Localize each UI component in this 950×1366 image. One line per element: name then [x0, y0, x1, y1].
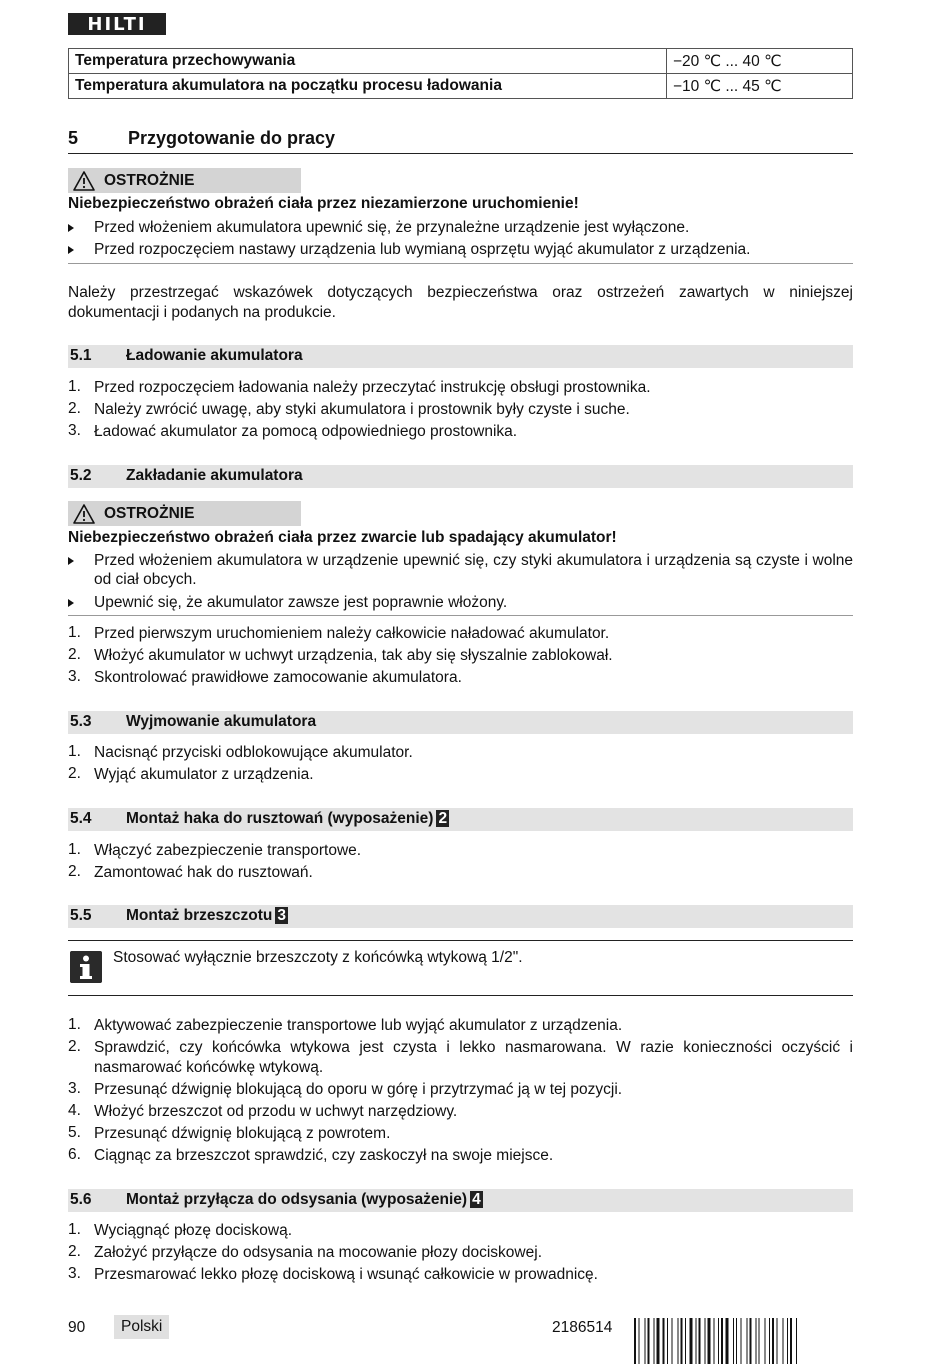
- step-text: Przed pierwszym uruchomieniem należy całkowicie naładować akumulator.: [94, 625, 610, 642]
- step-number: 2.: [68, 400, 81, 417]
- chapter-number: 5: [68, 128, 79, 148]
- table-row: [69, 49, 853, 74]
- step-text: Włączyć zabezpieczenie transportowe.: [94, 842, 362, 859]
- bullet-text: Przed włożeniem akumulatora upewnić się, że przynależne urządzenie jest wyłączone.: [94, 219, 690, 236]
- list-item: [68, 1146, 853, 1166]
- section-title: Montaż haka do rusztowań (wyposażenie): [126, 810, 434, 827]
- section-heading-5-3: [68, 711, 853, 734]
- section-title-wrap: [126, 1191, 483, 1209]
- step-text: Ciągnąc za brzeszczot sprawdzić, czy zaskoczył na swoje miejsce.: [94, 1147, 554, 1164]
- step-number: 2.: [68, 765, 81, 782]
- divider: [68, 615, 853, 616]
- warning-heading: Niebezpieczeństwo obrażeń ciała przez niezamierzone uruchomienie!: [68, 195, 579, 212]
- spec-label: Temperatura akumulatora na początku procesu ładowania: [69, 74, 667, 99]
- step-text: Aktywować zabezpieczenie transportowe lub wyjąć akumulator z urządzenia.: [94, 1017, 623, 1034]
- bullet-text: Upewnić się, że akumulator zawsze jest poprawnie włożony.: [94, 594, 508, 611]
- list-item: [68, 624, 853, 644]
- list-item: [68, 1102, 853, 1122]
- figure-reference: 4: [472, 1191, 481, 1208]
- page-number: 90: [68, 1319, 86, 1336]
- list-item: [68, 1265, 853, 1285]
- step-number: 1.: [68, 624, 81, 641]
- list-item: [68, 240, 853, 260]
- bullet-text: Przed włożeniem akumulatora w urządzenie upewnić się, czy styki akumulatora i urządzenia są czyste i wolne od ciał obcych.: [94, 552, 853, 588]
- info-icon: [70, 951, 102, 983]
- step-number: 1.: [68, 743, 81, 760]
- section-title: Wyjmowanie akumulatora: [126, 713, 317, 730]
- info-box: [68, 940, 853, 996]
- step-text: Wyciągnąć płozę dociskową.: [94, 1222, 293, 1239]
- warning-triangle-icon: [72, 170, 96, 192]
- section-title-wrap: [126, 810, 449, 828]
- step-text: Skontrolować prawidłowe zamocowanie akumulatora.: [94, 669, 462, 686]
- section-title: Ładowanie akumulatora: [126, 347, 303, 364]
- spec-label: Temperatura przechowywania: [69, 49, 667, 74]
- step-text: Nacisnąć przyciski odblokowujące akumulator.: [94, 744, 413, 761]
- step-number: 6.: [68, 1146, 81, 1163]
- chapter-title: Przygotowanie do pracy: [128, 128, 336, 148]
- list-item: [68, 218, 853, 238]
- step-number: 2.: [68, 1243, 81, 1260]
- list-item: [68, 1124, 853, 1144]
- step-text: Należy zwrócić uwagę, aby styki akumulatora i prostownik były czyste i suche.: [94, 401, 630, 418]
- info-text: Stosować wyłącznie brzeszczoty z końcówką wtykową 1/2".: [113, 949, 523, 966]
- figure-reference: 2: [438, 810, 448, 827]
- section-title: Montaż przyłącza do odsysania (wyposażenie): [126, 1191, 468, 1208]
- step-text: Wyjąć akumulator z urządzenia.: [94, 766, 314, 783]
- list-item: [68, 1038, 853, 1078]
- caution-label: [68, 501, 301, 526]
- step-number: 1.: [68, 1221, 81, 1238]
- warning-triangle-icon: [72, 503, 96, 525]
- spec-value: −20 ℃ ... 40 ℃: [667, 49, 853, 74]
- intro-paragraph: Należy przestrzegać wskazówek dotyczących bezpieczeństwa oraz ostrzeżeń zawartych w niniejszej dokumentacji i podanych na produkcie.: [68, 284, 853, 321]
- step-number: 1.: [68, 841, 81, 858]
- step-text: Przed rozpoczęciem ładowania należy przeczytać instrukcję obsługi prostownika.: [94, 379, 651, 396]
- list-item: [68, 646, 853, 666]
- list-item: [68, 841, 853, 861]
- section-number: 5.4: [70, 810, 92, 827]
- section-number: 5.3: [70, 713, 92, 730]
- step-number: 2.: [68, 1038, 81, 1055]
- step-text: Przesunąć dźwignię blokującą z powrotem.: [94, 1125, 391, 1142]
- section-heading-5-4: [68, 808, 853, 831]
- section-heading-5-2: [68, 465, 853, 488]
- step-number: 2.: [68, 863, 81, 880]
- barcode-icon: [634, 1318, 852, 1364]
- list-item: [68, 1016, 853, 1036]
- step-text: Zamontować hak do rusztowań.: [94, 864, 313, 881]
- section-number: 5.5: [70, 907, 92, 924]
- list-item: [68, 422, 853, 442]
- step-text: Włożyć brzeszczot od przodu w uchwyt narzędziowy.: [94, 1103, 458, 1120]
- step-number: 3.: [68, 668, 81, 685]
- figure-reference: 3: [277, 907, 287, 924]
- step-text: Włożyć akumulator w uchwyt urządzenia, tak aby się słyszalnie zablokował.: [94, 647, 613, 664]
- section-number: 5.6: [70, 1191, 92, 1208]
- triangle-bullet-icon: [68, 224, 74, 232]
- section-heading-5-1: [68, 345, 853, 368]
- step-number: 3.: [68, 1080, 81, 1097]
- list-item: [68, 400, 853, 420]
- spec-table: [68, 48, 853, 99]
- step-number: 3.: [68, 1265, 81, 1282]
- spec-value: −10 ℃ ... 45 ℃: [667, 74, 853, 99]
- section-heading-5-6: [68, 1189, 853, 1212]
- list-item: [68, 863, 853, 883]
- table-row: [69, 74, 853, 99]
- list-item: [68, 1243, 853, 1263]
- list-item: [68, 1080, 853, 1100]
- section-title: Zakładanie akumulatora: [126, 467, 303, 484]
- hilti-logo: HILTI: [68, 13, 166, 35]
- step-number: 4.: [68, 1102, 81, 1119]
- caution-label: [68, 168, 301, 193]
- section-number: 5.1: [70, 347, 92, 364]
- list-item: [68, 551, 853, 591]
- language-label: Polski: [114, 1315, 169, 1339]
- list-item: [68, 593, 853, 613]
- list-item: [68, 668, 853, 688]
- bullet-text: Przed rozpoczęciem nastawy urządzenia lub wymianą osprzętu wyjąć akumulator z urządzenia.: [94, 241, 751, 258]
- triangle-bullet-icon: [68, 246, 74, 254]
- caution-text: OSTROŻNIE: [104, 171, 195, 189]
- step-text: Ładować akumulator za pomocą odpowiedniego prostownika.: [94, 423, 518, 440]
- step-number: 5.: [68, 1124, 81, 1141]
- section-heading-5-5: [68, 905, 853, 928]
- divider: [68, 263, 853, 264]
- list-item: [68, 743, 853, 763]
- section-title: Montaż brzeszczotu: [126, 907, 273, 924]
- list-item: [68, 765, 853, 785]
- step-text: Założyć przyłącze do odsysania na mocowanie płozy dociskowej.: [94, 1244, 542, 1261]
- list-item: [68, 378, 853, 398]
- section-title-wrap: [126, 907, 288, 925]
- warning-heading: Niebezpieczeństwo obrażeń ciała przez zwarcie lub spadający akumulator!: [68, 529, 617, 546]
- step-number: 1.: [68, 378, 81, 395]
- step-text: Przesmarować lekko płozę dociskową i wsunąć całkowicie w prowadnicę.: [94, 1266, 598, 1283]
- section-number: 5.2: [70, 467, 92, 484]
- step-number: 1.: [68, 1016, 81, 1033]
- step-number: 2.: [68, 646, 81, 663]
- step-text: Przesunąć dźwignię blokującą do oporu w górę i przytrzymać ją w tej pozycji.: [94, 1081, 623, 1098]
- triangle-bullet-icon: [68, 599, 74, 607]
- step-text: Sprawdzić, czy końcówka wtykowa jest czysta i lekko nasmarowana. W razie konieczności oczyścić i nasmarować końcówkę wtykową.: [94, 1039, 853, 1076]
- caution-text: OSTROŻNIE: [104, 504, 195, 522]
- chapter-heading: [68, 128, 853, 154]
- triangle-bullet-icon: [68, 557, 74, 565]
- step-number: 3.: [68, 422, 81, 439]
- list-item: [68, 1221, 853, 1241]
- document-number: 2186514: [552, 1319, 613, 1336]
